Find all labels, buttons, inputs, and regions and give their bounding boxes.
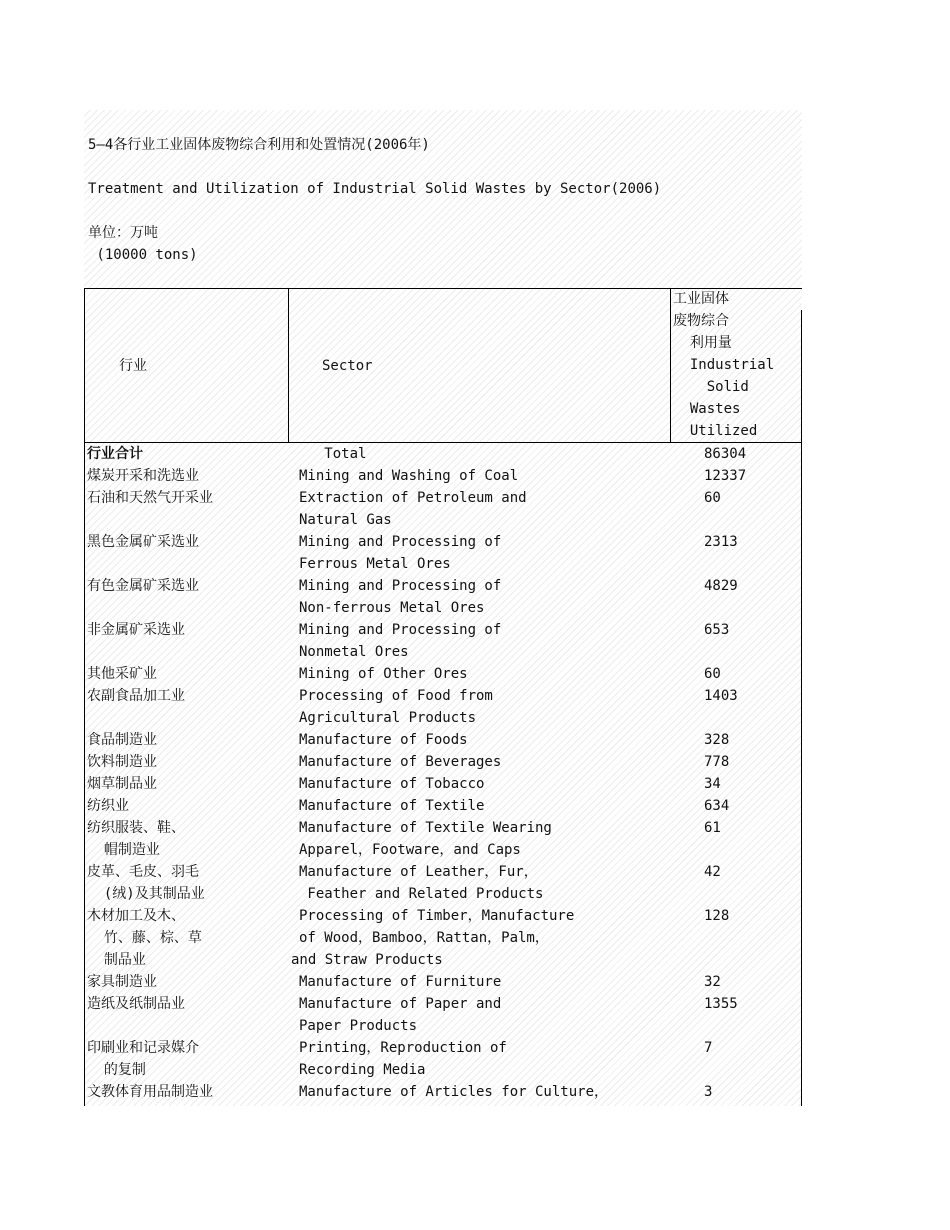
title-chinese: 5—4各行业工业固体废物综合利用和处置情况(2006年) [88,137,430,153]
row-utilized-value: 12337 [704,468,747,484]
row-utilized-value: 1355 [704,996,738,1012]
header-industry-cn: 行业 [119,358,147,374]
header-divider-1 [288,288,289,442]
data-table [84,288,802,1106]
row-utilized-value: 778 [704,754,730,770]
row-industry-cn: 纺织服装、鞋、 [87,820,185,836]
header-utilized-line: Utilized [673,423,758,439]
row-utilized-value: 42 [704,864,721,880]
row-industry-cn: 文教体育用品制造业 [87,1084,213,1100]
row-industry-cn: (绒)及其制品业 [87,886,205,902]
row-sector-en: Feather and Related Products [299,886,544,902]
row-industry-cn: 农副食品加工业 [87,688,185,704]
header-sector-en: Sector [322,358,373,374]
row-sector-en: and Straw Products [291,952,443,968]
row-utilized-value: 3 [704,1084,713,1100]
row-utilized-value: 653 [704,622,730,638]
row-utilized-value: 60 [704,666,721,682]
row-sector-en: Extraction of Petroleum and [299,490,527,506]
row-sector-en: Agricultural Products [299,710,477,726]
row-industry-cn: 皮革、毛皮、羽毛 [87,864,199,880]
row-sector-en: Manufacture of Beverages [299,754,502,770]
row-industry-cn: 造纸及纸制品业 [87,996,185,1012]
row-sector-en: Processing of Timber，Manufacture [299,908,575,924]
row-industry-cn: 烟草制品业 [87,776,157,792]
row-utilized-value: 32 [704,974,721,990]
row-sector-en: Manufacture of Textile Wearing [299,820,552,836]
row-sector-en: Mining and Washing of Coal [299,468,519,484]
row-industry-cn: 制品业 [87,952,146,968]
row-utilized-value: 60 [704,490,721,506]
row-sector-en: Manufacture of Textile [299,798,485,814]
row-sector-en: Manufacture of Paper and [299,996,502,1012]
row-industry-cn: 煤炭开采和洗选业 [87,468,199,484]
header-utilized-line: Solid [673,379,749,395]
row-industry-cn: 非金属矿采选业 [87,622,185,638]
row-sector-en: Mining and Processing of [299,622,502,638]
row-sector-en: Nonmetal Ores [299,644,409,660]
row-industry-cn: 竹、藤、棕、草 [87,930,202,946]
row-sector-en: Mining and Processing of [299,534,502,550]
row-sector-en: Manufacture of Articles for Culture， [299,1084,609,1100]
row-utilized-value: 61 [704,820,721,836]
row-industry-cn: 行业合计 [87,446,143,462]
row-utilized-value: 7 [704,1040,713,1056]
row-industry-cn: 黑色金属矿采选业 [87,534,199,550]
header-bottom-border [84,442,802,443]
row-utilized-value: 34 [704,776,721,792]
row-sector-en: Total [299,446,367,462]
row-sector-en: Processing of Food from [299,688,493,704]
row-industry-cn: 纺织业 [87,798,129,814]
row-utilized-value: 1403 [704,688,738,704]
row-sector-en: of Wood，Bamboo，Rattan，Palm， [299,930,549,946]
title-english: Treatment and Utilization of Industrial Solid Wastes by Sector(2006) [88,181,662,197]
row-industry-cn: 食品制造业 [87,732,157,748]
table-left-border [84,288,85,1106]
row-sector-en: Mining and Processing of [299,578,502,594]
row-sector-en: Apparel，Footware，and Caps [299,842,521,858]
row-industry-cn: 的复制 [87,1062,146,1078]
unit-english: (10000 tons) [88,247,198,263]
row-utilized-value: 86304 [704,446,747,462]
row-sector-en: Natural Gas [299,512,392,528]
header-utilized-line: 废物综合 [673,313,729,329]
row-industry-cn: 家具制造业 [87,974,157,990]
row-sector-en: Paper Products [299,1018,418,1034]
row-sector-en: Ferrous Metal Ores [299,556,451,572]
row-utilized-value: 328 [704,732,730,748]
row-sector-en: Printing，Reproduction of [299,1040,507,1056]
row-sector-en: Manufacture of Leather，Fur， [299,864,538,880]
row-industry-cn: 石油和天然气开采业 [87,490,213,506]
header-utilized-line: 工业固体 [673,291,729,307]
header-utilized-line: 利用量 [673,335,732,351]
table-right-border [801,310,802,1106]
row-sector-en: Recording Media [299,1062,426,1078]
unit-chinese: 单位：万吨 [88,225,158,241]
row-utilized-value: 634 [704,798,730,814]
row-utilized-value: 128 [704,908,730,924]
row-industry-cn: 有色金属矿采选业 [87,578,199,594]
row-industry-cn: 其他采矿业 [87,666,157,682]
row-sector-en: Manufacture of Tobacco [299,776,485,792]
row-industry-cn: 帽制造业 [87,842,160,858]
header-utilized-line: Industrial [673,357,775,373]
row-utilized-value: 4829 [704,578,738,594]
row-sector-en: Manufacture of Foods [299,732,468,748]
row-utilized-value: 2313 [704,534,738,550]
row-industry-cn: 木材加工及木、 [87,908,185,924]
row-sector-en: Mining of Other Ores [299,666,468,682]
row-sector-en: Manufacture of Furniture [299,974,502,990]
row-industry-cn: 饮料制造业 [87,754,157,770]
header-divider-2 [670,288,671,442]
header-utilized-line: Wastes [673,401,741,417]
row-sector-en: Non-ferrous Metal Ores [299,600,485,616]
row-industry-cn: 印刷业和记录媒介 [87,1040,199,1056]
